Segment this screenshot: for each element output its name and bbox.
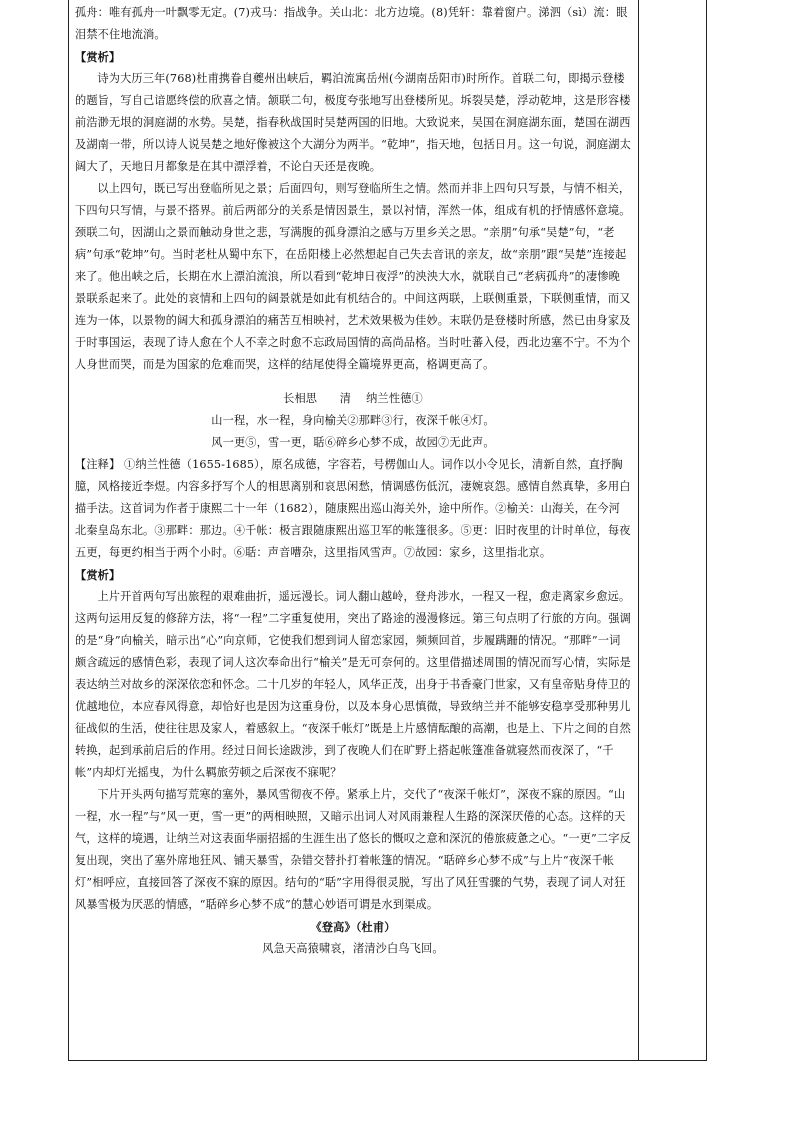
changxiangsi-notes: 【注释】 ①纳兰性德（1655-1685），原名成德，字容若，号楞伽山人。词作以小令见长，清新自然，直抒胸臆，风格接近李煜。内容多抒写个人的相思离别和哀思闲愁，情调感伤低沉，凄婉哀怨。感情自然真挚，多用白描手法。这首词为作者于康熙二十一年（1682），随康熙出巡山海关外，途中所作。②榆关：山海关，在今河北秦皇岛东北。③那畔：那边。④千帐：极言跟随康熙出巡卫军的帐篷很多。⑤更：旧时夜里的计时单位，每夜五更，每更约相当于两个小时。⑥聒：声音嘈杂，这里指风雪声。⑦故园：家乡，这里指北京。 <box>75 458 631 559</box>
dengyueyang-appreciation-para-2: 以上四句，既已写出登临所见之景；后面四句，则写登临所生之情。然而并非上四句只写景，与情不相关，下四句只写情，与景不搭界。前后两部分的关系是情因景生，景以衬情，浑然一体，组成有机的抒情感怀意境。颈联二句，因湖山之景而触动身世之悲，写满腹的孤身漂泊之感与万里乡关之思。“亲朋”句承“吴楚”句，“老病”句承“乾坤”句。当时老杜从蜀中东下，在岳阳楼上必然想起自己失去音讯的亲友，故“亲朋”跟“吴楚”连接起来了。他出峡之后，长期在水上漂泊流浪，所以看到“乾坤日夜浮”的泱泱大水，就联自己“老病孤舟”的凄惨晚景联系起来了。此处的哀情和上四句的阔景就是如此有机结合的。中间这两联，上联侧重景，下联侧重情，而又连为一体，以景物的阔大和孤身漂泊的痛苦互相映衬，艺术效果极为佳妙。末联仍是登楼时所感，然已由身家及于时事国运，表现了诗人愈在个人不幸之时愈不忘政局国情的高尚品格。当时吐蕃入侵，西北边塞不宁。不为个人身世而哭，而是为国家的危难而哭，这样的结尾使得全篇境界更高，格调更高了。 <box>75 182 631 371</box>
changxiangsi-title: 长相思 清 纳兰性德① <box>283 392 423 405</box>
column-divider <box>638 0 639 1061</box>
changxiangsi-line-2: 风一更⑤，雪一更，聒⑥碎乡心梦不成，故园⑦无此声。 <box>211 436 495 449</box>
denggao-title: 《登高》（杜甫） <box>310 920 396 934</box>
annotation-tail: 孤舟：唯有孤舟一叶飘零无定。(7)戎马：指战争。关山北：北方边境。(8)凭轩：靠着窗户。涕泗（sì）流：眼泪禁不住地流淌。 <box>75 6 628 41</box>
changxiangsi-appreciation-para-1: 上片开首两句写出旅程的艰难曲折，遥远漫长。词人翻山越岭，登舟涉水，一程又一程，愈走离家乡愈远。这两句运用反复的修辞方法，将“一程”二字重复使用，突出了路途的漫漫修远。第三句点明了行旅的方向。强调的是“身”向榆关，暗示出“心”向京师，它使我们想到词人留恋家园，频频回首，步履蹒跚的情况。“那畔”一词颇含疏远的感情色彩，表现了词人这次奉命出行“榆关”是无可奈何的。这里借描述周围的情况而写心情，实际是表达纳兰对故乡的深深依恋和怀念。二十几岁的年轻人，风华正茂，出身于书香豪门世家，又有皇帝贴身侍卫的优越地位，本应春风得意，却恰好也是因为这重身份，以及本身心思慎微，导致纳兰并不能够安稳享受那种男儿征战似的生活，使往往思及家人，着感叙上。“夜深千帐灯”既是上片感情酝酿的高潮，也是上、下片之间的自然转换，起到承前启后的作用。经过日间长途跋涉，到了夜晚人们在旷野上搭起帐篷准备就寝然而夜深了，“千帐”内却灯光摇曳，为什么羁旅劳顿之后深夜不寐呢？ <box>75 590 631 779</box>
appreciation-heading: 【赏析】 <box>75 50 121 64</box>
dengyueyang-appreciation-para-1: 诗为大历三年(768)杜甫携眷自夔州出峡后，羁泊流寓岳州(今湖南岳阳市)时所作。首联二句，即揭示登楼的题旨，写自己谙愿终偿的欣喜之情。颔联二句，极度夸张地写出登楼所见。坼裂吴楚，浮动乾坤，这是形容楼前浩渺无垠的洞庭湖的水势。吴楚，指春秋战国时吴楚两国的旧地。大致说来，吴国在洞庭湖东面，楚国在湖西及湖南一带，所以诗人说吴楚之地好像被这个大湖分为两半。“乾坤”，指天地，包括日月。这一句说，洞庭湖太阔大了，天地日月都象是在其中漂浮着，不论白天还是夜晚。 <box>75 72 631 173</box>
changxiangsi-appreciation-heading: 【赏析】 <box>75 568 121 582</box>
changxiangsi-appreciation-para-2: 下片开头两句描写荒寒的塞外，暴风雪彻夜不停。紧承上片，交代了“夜深千帐灯”，深夜不寐的原因。“山一程，水一程”与“风一更，雪一更”的两相映照，又暗示出词人对风雨兼程人生路的深深厌倦的心态。这样的天气，这样的境遇，让纳兰对这表面华丽招摇的生涯生出了悠长的慨叹之意和深沉的倦旅疲惫之心。“一更”二字反复出现，突出了塞外席地狂风、铺天暴雪，杂错交替扑打着帐篷的情况。“聒碎乡心梦不成”与上片“夜深千帐灯”相呼应，直接回答了深夜不寐的原因。结句的“聒”字用得很灵脱，写出了风狂雪骤的气势，表现了词人对狂风暴雪极为厌恶的情感，“聒碎乡心梦不成”的慧心妙语可谓是水到渠成。 <box>75 788 631 911</box>
denggao-line-1: 风急天高猿啸哀，渚清沙白鸟飞回。 <box>262 942 444 955</box>
document-table <box>68 0 707 1061</box>
changxiangsi-line-1: 山一程，水一程，身向榆关②那畔③行，夜深千帐④灯。 <box>211 414 495 427</box>
main-content-cell <box>75 2 631 960</box>
